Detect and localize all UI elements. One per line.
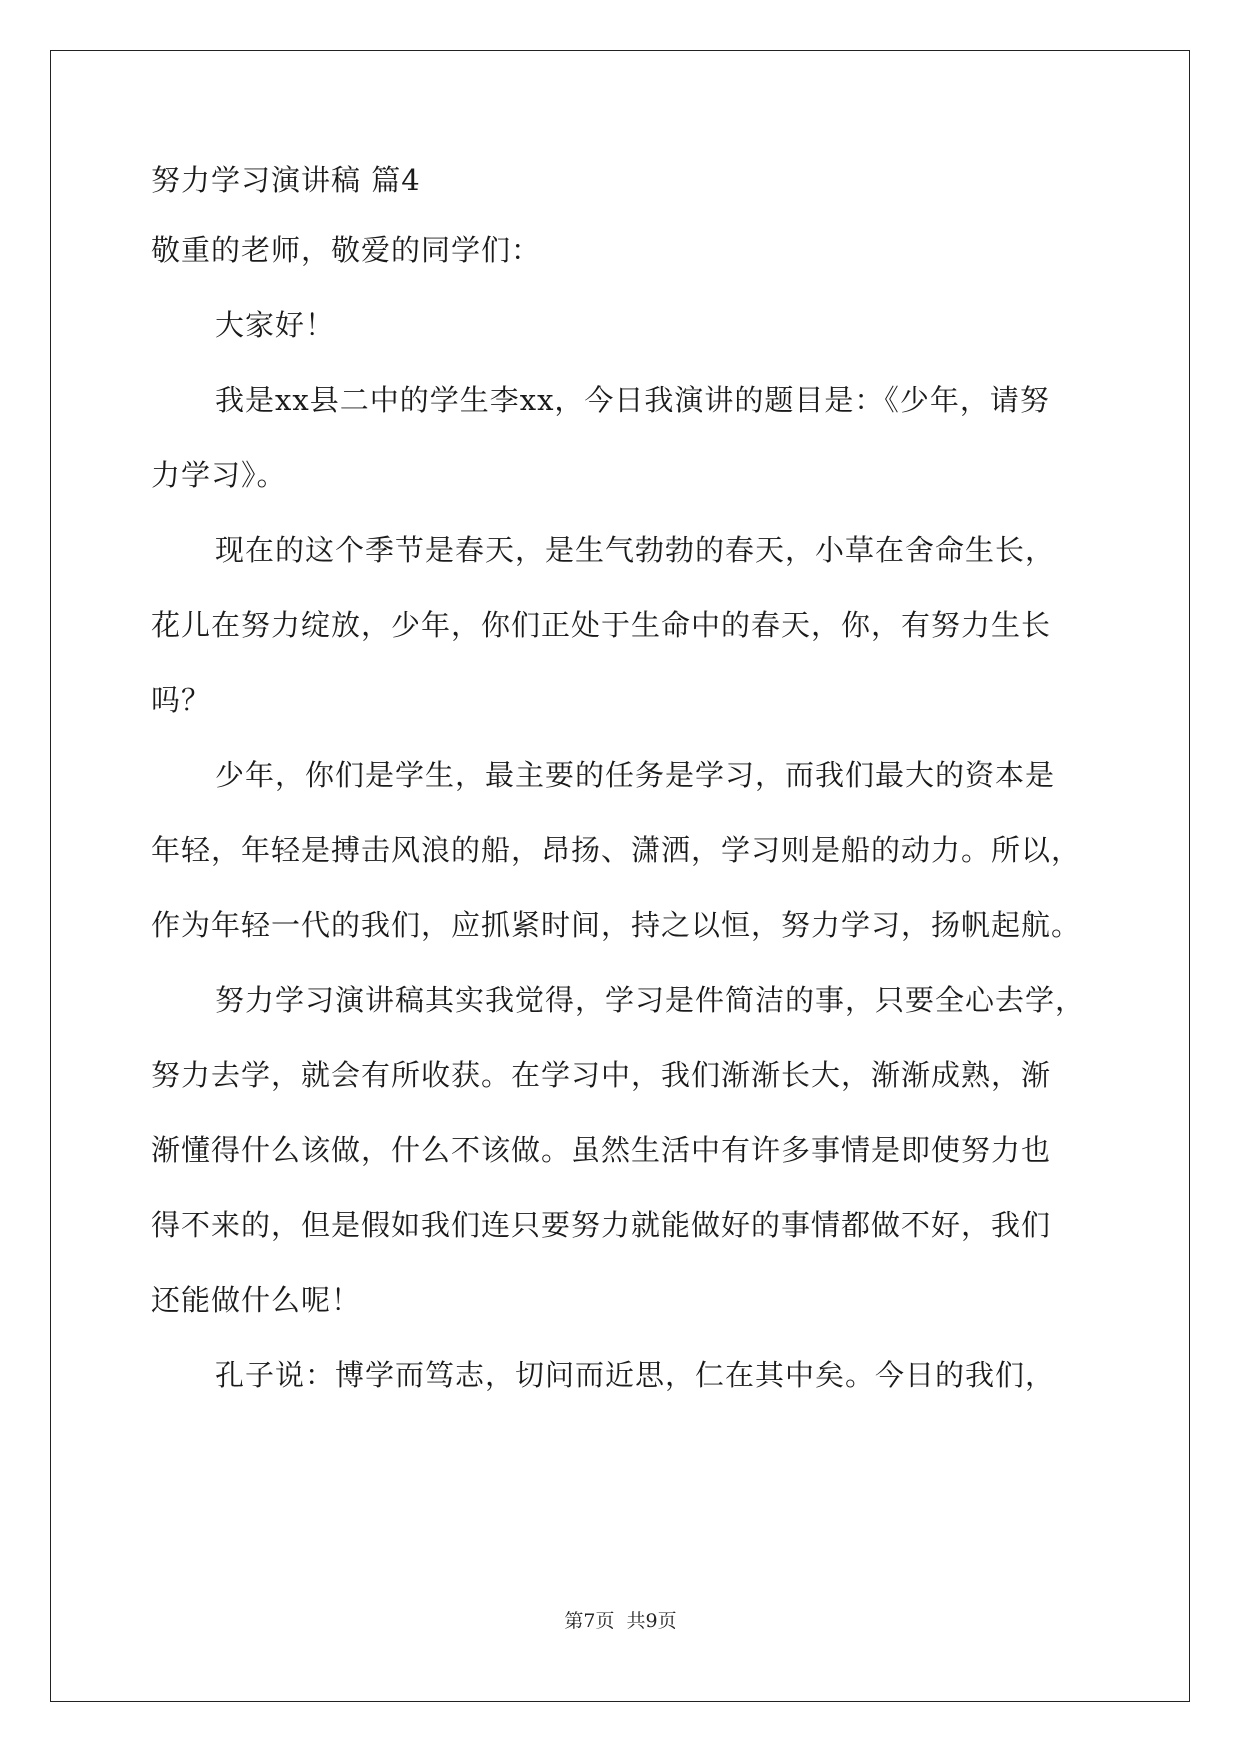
greeting-line: 大家好！ xyxy=(215,308,336,342)
paragraph-line: 得不来的，但是假如我们连只要努力就能做好的事情都做不好，我们 xyxy=(151,1208,1052,1242)
page-number-total: 共9页 xyxy=(626,1610,677,1632)
paragraph-line: 努力学习演讲稿其实我觉得，学习是件简洁的事，只要全心去学， xyxy=(215,983,1086,1017)
paragraph-line: 渐懂得什么该做，什么不该做。虽然生活中有许多事情是即使努力也 xyxy=(151,1133,1052,1167)
page-number-current: 第7页 xyxy=(564,1610,615,1632)
paragraph-line: 努力去学，就会有所收获。在学习中，我们渐渐长大，渐渐成熟，渐 xyxy=(151,1058,1052,1092)
document-title: 努力学习演讲稿 篇4 xyxy=(151,163,421,197)
paragraph-line: 力学习》。 xyxy=(151,458,287,492)
paragraph-line: 花儿在努力绽放，少年，你们正处于生命中的春天，你，有努力生长 xyxy=(151,608,1052,642)
paragraph-line: 年轻，年轻是搏击风浪的船，昂扬、潇洒，学习则是船的动力。所以， xyxy=(151,833,1082,867)
page-border xyxy=(50,50,1190,1702)
paragraph-line: 作为年轻一代的我们，应抓紧时间，持之以恒，努力学习，扬帆起航。 xyxy=(151,908,1082,942)
paragraph-line: 孔子说：博学而笃志，切问而近思，仁在其中矣。今日的我们， xyxy=(215,1358,1056,1392)
paragraph-line: 还能做什么呢！ xyxy=(151,1283,362,1317)
paragraph-line: 吗？ xyxy=(151,683,212,717)
salutation-line: 敬重的老师，敬爱的同学们： xyxy=(151,233,542,267)
paragraph-line: 少年，你们是学生，最主要的任务是学习，而我们最大的资本是 xyxy=(215,758,1056,792)
paragraph-line: 现在的这个季节是春天，是生气勃勃的春天，小草在舍命生长， xyxy=(215,533,1056,567)
paragraph-line: 我是xx县二中的学生李xx，今日我演讲的题目是：《少年，请努 xyxy=(215,383,1050,417)
page-footer xyxy=(0,1606,1241,1633)
